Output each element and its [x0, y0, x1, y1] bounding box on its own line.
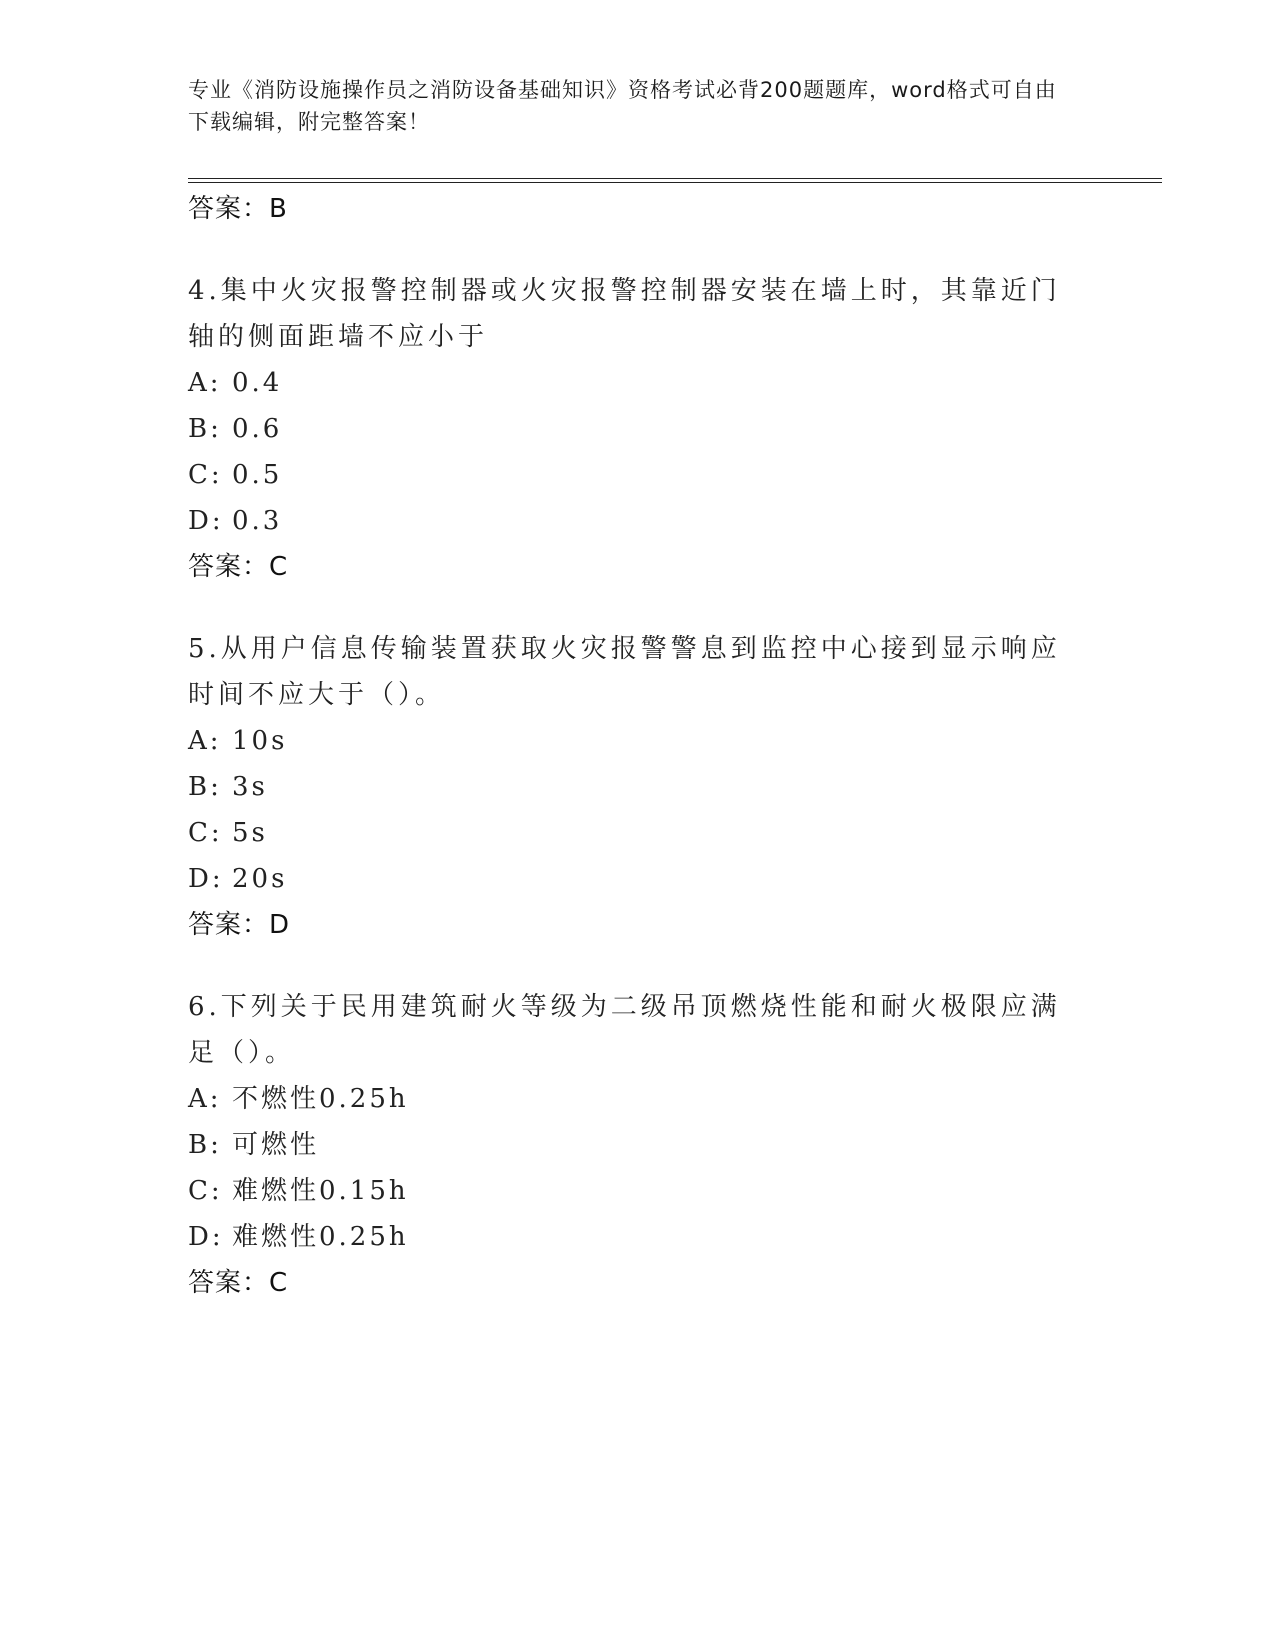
option-b: [188, 764, 1088, 810]
option-letter: A:: [188, 726, 222, 756]
question-text: 4.集中火灾报警控制器或火灾报警控制器安装在墙上时，其靠近门轴的侧面距墙不应小于: [188, 276, 1061, 352]
option-value: 0.5: [232, 460, 283, 490]
option-value: 3s: [232, 772, 268, 802]
option-d: [188, 498, 1088, 544]
option-letter: A:: [188, 368, 222, 398]
option-value: 不燃性0.25h: [232, 1084, 409, 1114]
option-value: 5s: [232, 818, 268, 848]
option-letter: B:: [188, 1130, 222, 1160]
option-value: 0.3: [232, 506, 283, 536]
option-b: [188, 406, 1088, 452]
option-value: 难燃性0.15h: [232, 1176, 409, 1206]
option-c: [188, 810, 1088, 856]
question-item-6: [188, 984, 1088, 1306]
option-letter: D:: [188, 506, 224, 536]
option-letter: B:: [188, 772, 222, 802]
option-d: [188, 1214, 1088, 1260]
option-b: [188, 1122, 1088, 1168]
answer-line: 答案：C: [188, 552, 289, 582]
question-text: 6.下列关于民用建筑耐火等级为二级吊顶燃烧性能和耐火极限应满足（）。: [188, 992, 1061, 1068]
question-list: [188, 186, 1088, 1306]
option-a: [188, 718, 1088, 764]
header-divider-line: [188, 178, 1162, 179]
option-c: [188, 1168, 1088, 1214]
option-value: 10s: [232, 726, 288, 756]
option-value: 可燃性: [232, 1130, 320, 1160]
option-a: [188, 360, 1088, 406]
option-letter: B:: [188, 414, 222, 444]
option-a: [188, 1076, 1088, 1122]
document-header: 专业《消防设施操作员之消防设备基础知识》资格考试必背200题题库，word格式可自由下载编辑，附完整答案！: [188, 78, 1057, 134]
question-text: 5.从用户信息传输装置获取火灾报警警息到监控中心接到显示响应时间不应大于（）。: [188, 634, 1061, 710]
option-letter: D:: [188, 1222, 224, 1252]
option-letter: C:: [188, 1176, 223, 1206]
answer-line: 答案：C: [188, 1268, 289, 1298]
answer-line-previous: 答案：B: [188, 194, 288, 224]
option-value: 0.4: [232, 368, 283, 398]
question-item-4: [188, 268, 1088, 590]
option-value: 难燃性0.25h: [232, 1222, 409, 1252]
option-value: 20s: [232, 864, 288, 894]
option-letter: A:: [188, 1084, 222, 1114]
option-d: [188, 856, 1088, 902]
question-item-5: [188, 626, 1088, 948]
option-letter: C:: [188, 460, 223, 490]
header-divider-line-double: [188, 182, 1162, 183]
option-letter: C:: [188, 818, 223, 848]
option-c: [188, 452, 1088, 498]
answer-line: 答案：D: [188, 910, 291, 940]
option-letter: D:: [188, 864, 224, 894]
option-value: 0.6: [232, 414, 283, 444]
